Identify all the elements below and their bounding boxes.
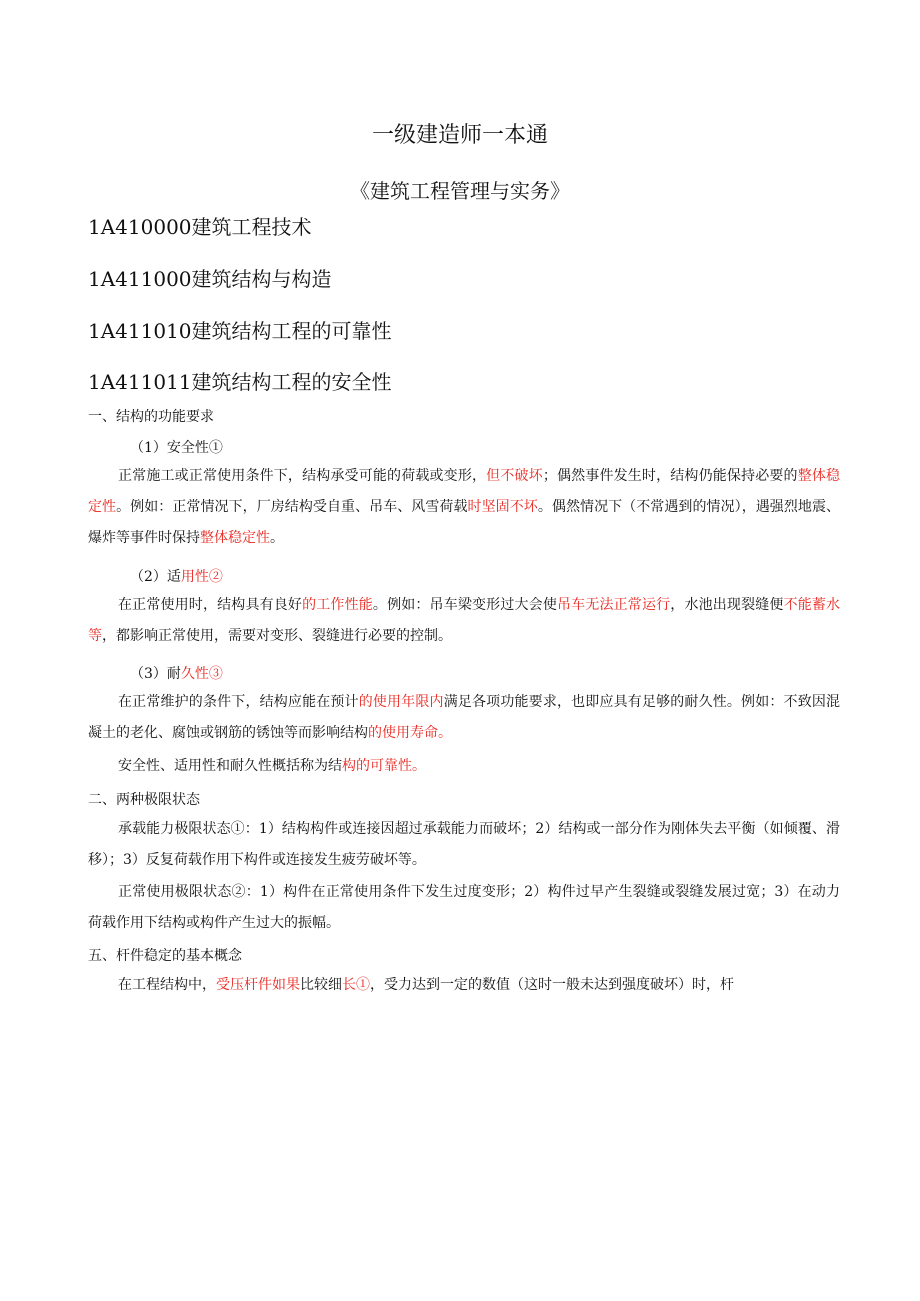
- text-run: 。例如：吊车梁变形过大会使: [372, 597, 557, 613]
- paragraph-reliability-summary: [88, 751, 840, 782]
- highlight-text: 受压杆件如果: [216, 977, 300, 993]
- section-member-stability: 五、杆件稳定的基本概念: [88, 948, 242, 964]
- text-run: 在正常使用时，结构具有良好: [118, 597, 303, 613]
- paragraph-member-stability: [88, 970, 840, 1001]
- highlight-text: 用性②: [180, 569, 223, 585]
- section-limit-states: 二、两种极限状态: [88, 792, 200, 808]
- highlight-text: 但不破坏: [486, 468, 543, 484]
- paragraph-serviceability-limit-state: 正常使用极限状态②：1）构件在正常使用条件下发生过度变形；2）构件过早产生裂缝或裂缝发展过宽；3）在动力荷载作用下结构或构件产生过大的振幅。: [88, 884, 840, 931]
- paragraph-safety: [88, 461, 840, 554]
- item-safety: （1）安全性①: [130, 440, 223, 456]
- subsection-heading: 1A411010建筑结构工程的可靠性: [88, 319, 392, 343]
- text-run: 比较细: [300, 977, 342, 993]
- highlight-text: 的使用年限内: [358, 694, 444, 710]
- item-durability: [130, 663, 223, 683]
- highlight-text: 整体稳定性: [88, 468, 841, 515]
- book-title: 《建筑工程管理与实务》: [350, 179, 570, 203]
- text-run: 。: [270, 530, 284, 546]
- highlight-text: 构的可靠性。: [342, 758, 426, 774]
- document-title: 一级建造师一本通: [371, 123, 548, 148]
- section-heading: 1A411000建筑结构与构造: [88, 267, 332, 291]
- highlight-text: 整体稳定性: [200, 530, 270, 546]
- highlight-text: 长①: [342, 977, 370, 993]
- highlight-text: 不能蓄水等: [88, 597, 841, 644]
- paragraph-ultimate-limit-state: 承载能力极限状态①：1）结构构件或连接因超过承载能力而破坏；2）结构或一部分作为刚体失去平衡（如倾覆、滑移）；3）反复荷载作用下构件或连接发生疲劳破坏等。: [88, 821, 840, 868]
- text-run: （3）耐: [130, 666, 181, 682]
- text-run: 满足各项功能要求，也即应具有足够的耐久性。例如：不致因混凝土的老化、腐蚀或钢筋的锈蚀等而影响结构: [88, 694, 841, 741]
- text-run: ，水池出现裂缝便: [670, 597, 784, 613]
- highlight-text: 吊车无法正常运行: [557, 597, 671, 613]
- text-run: 。偶然情况下（不常遇到的情况），遇强烈地震、爆炸等事件时保持: [88, 499, 841, 546]
- highlight-text: 久性③: [180, 666, 223, 682]
- highlight-text: 时坚固不坏: [467, 499, 538, 515]
- item-serviceability: [130, 566, 223, 586]
- highlight-text: 的使用寿命。: [368, 725, 452, 741]
- text-run: ，都影响正常使用，需要对变形、裂缝进行必要的控制。: [102, 628, 452, 644]
- paragraph-durability: [88, 687, 840, 749]
- text-run: 。例如：正常情况下，厂房结构受自重、吊车、风雪荷载: [116, 499, 468, 515]
- text-run: 安全性、适用性和耐久性概括称为结: [118, 758, 342, 774]
- text-run: ；偶然事件发生时，结构仍能保持必要的: [542, 468, 798, 484]
- paragraph-serviceability: [88, 590, 840, 652]
- highlight-text: 的工作性能: [302, 597, 373, 613]
- text-run: （2）适: [130, 569, 181, 585]
- text-run: 正常施工或正常使用条件下，结构承受可能的荷载或变形，: [118, 468, 487, 484]
- text-run: 在工程结构中，: [118, 977, 216, 993]
- chapter-heading: 1A410000建筑工程技术: [88, 215, 312, 239]
- section-functional-requirements: 一、结构的功能要求: [88, 409, 214, 425]
- text-run: ，受力达到一定的数值（这时一般未达到强度破坏）时，杆: [370, 977, 734, 993]
- topic-heading: 1A411011建筑结构工程的安全性: [88, 370, 392, 394]
- text-run: 在正常维护的条件下，结构应能在预计: [118, 694, 359, 710]
